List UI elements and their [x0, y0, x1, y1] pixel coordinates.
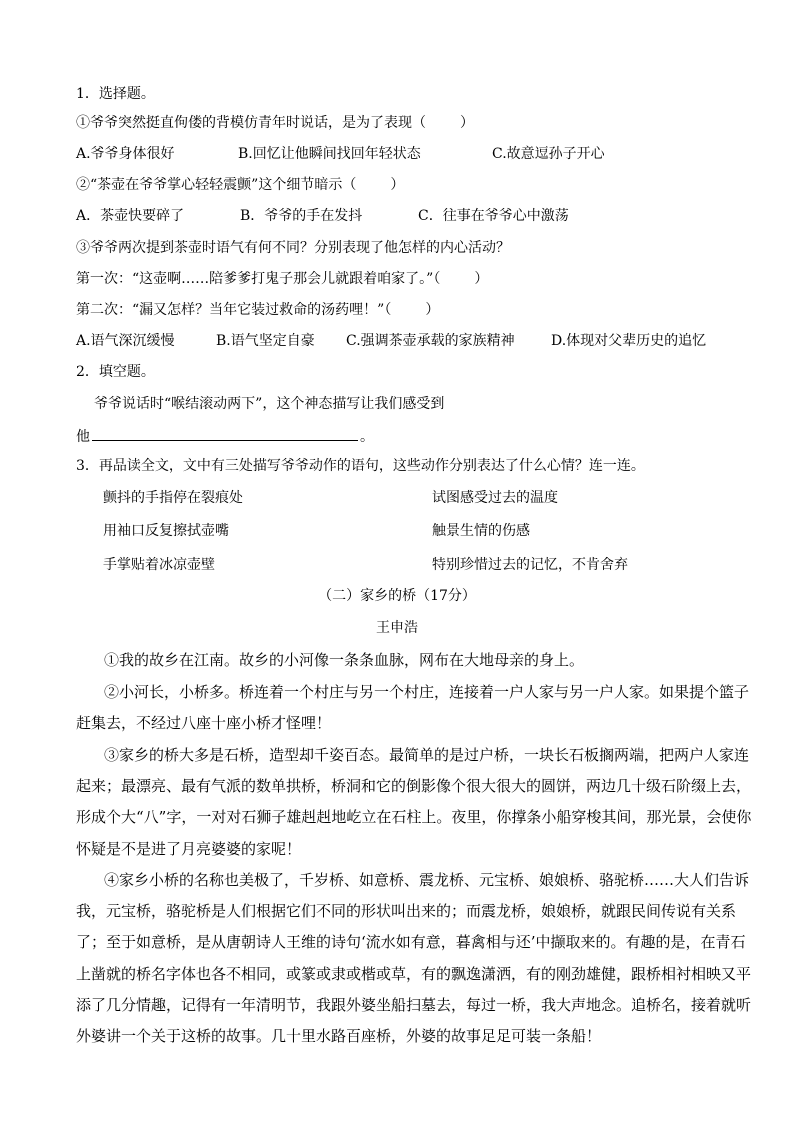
q3-title: 3．再品读全文，文中有三处描写爷爷动作的语句，这些动作分别表达了什么心情？连一连。 — [76, 458, 645, 474]
paragraph-4-line-3: 了；至于如意桥，是从唐朝诗人王维的诗句‘流水如有意，暮禽相与还’中撷取来的。有趣的是，在青石 — [76, 933, 746, 951]
paragraph-4-line-2: 我，元宝桥，骆驼桥是人们根据它们不同的形状叫出来的；而震龙桥，娘娘桥，就跟民间传说有关系 — [76, 902, 737, 920]
q1-sub1-option-b: B.回忆让他瞬间找回年轻状态 — [238, 146, 421, 162]
q2-fill-blank[interactable] — [92, 426, 358, 441]
paragraph-4-line-4: 上凿就的桥名字体也各不相同，或篆或隶或楷或草，有的飘逸潇洒，有的刚劲雄健，跟桥相衬相映又平 — [76, 965, 752, 983]
q3-left-item-2[interactable]: 用袖口反复擦拭壶嘴 — [103, 523, 229, 539]
section-title: （二）家乡的桥（17分） — [318, 588, 476, 604]
q3-right-item-2[interactable]: 触景生情的伤感 — [432, 523, 530, 539]
paragraph-1-line-1: ①我的故乡在江南。故乡的小河像一条条血脉，网布在大地母亲的身上。 — [104, 651, 585, 669]
paragraph-3-line-4: 怀疑是不是进了月亮婆婆的家呢！ — [76, 840, 302, 858]
q1-sub1-option-a: A.爷爷身体很好 — [76, 146, 175, 162]
paragraph-4-line-1: ④家乡小桥的名称也美极了，千岁桥、如意桥、震龙桥、元宝桥、娘娘桥、骆驼桥……大人们告诉 — [104, 871, 750, 889]
q3-left-item-3[interactable]: 手掌贴着冰凉壶壁 — [103, 557, 215, 573]
q1-sub3-option-a: A.语气深沉缓慢 — [76, 333, 175, 349]
q2-line1: 爷爷说话时“喉结滚动两下”，这个神态描写让我们感受到 — [94, 396, 445, 412]
paragraph-3-line-3: 形成个大“八”字，一对对石狮子雄赳赳地屹立在石柱上。夜里，你撑条小船穿梭其间，那光景，会使你 — [76, 808, 752, 826]
paragraph-4-line-5: 添了几分情趣，记得有一年清明节，我跟外婆坐船扫墓去，每过一桥，我大声地念。追桥名，接着就听 — [76, 996, 752, 1014]
q1-sub3-second-paren-close: ） — [425, 302, 440, 318]
q2-line2-prefix: 他 — [76, 429, 90, 445]
q2-title: 2．填空题。 — [76, 364, 155, 380]
q1-sub3-first-paren-close: ） — [474, 271, 489, 287]
q2-line2 — [76, 426, 374, 446]
q1-sub1-option-c: C.故意逗孙子开心 — [492, 146, 605, 162]
q1-sub2-paren-close: ） — [390, 177, 405, 193]
q1-sub3-option-b: B.语气坚定自豪 — [216, 333, 315, 349]
paragraph-4-line-6: 外婆讲一个关于这桥的故事。几十里水路百座桥，外婆的故事足足可装一条船！ — [76, 1027, 602, 1045]
q1-title: 1．选择题。 — [76, 86, 155, 102]
q2-line2-suffix: 。 — [360, 429, 374, 445]
q1-sub3-first-text: 第一次：“这壶啊……陪爹爹打鬼子那会儿就跟着咱家了。”（ — [76, 271, 441, 287]
q1-sub3-option-d: D.体现对父辈历史的追忆 — [551, 333, 707, 349]
q3-right-item-3[interactable]: 特别珍惜过去的记忆，不肯舍弃 — [432, 557, 628, 573]
q1-sub2-option-b: B．爷爷的手在发抖 — [240, 208, 363, 224]
q1-sub2-option-a: A．茶壶快要碎了 — [76, 208, 185, 224]
q1-sub3-second — [76, 301, 439, 319]
q1-sub1-stem — [76, 114, 474, 132]
q3-left-item-1[interactable]: 颤抖的手指停在裂痕处 — [103, 490, 243, 506]
paragraph-3-line-2: 起来；最漂亮、最有气派的数单拱桥，桥洞和它的倒影像个很大很大的圆饼，两边几十级石阶缀上去， — [76, 777, 752, 795]
q1-sub3-option-c: C.强调茶壶承载的家族精神 — [346, 333, 515, 349]
paragraph-2-line-1: ②小河长，小桥多。桥连着一个村庄与另一个村庄，连接着一户人家与另一户人家。如果提个篮子 — [104, 683, 750, 701]
q1-sub1-stem-text: ①爷爷突然挺直佝偻的背模仿青年时说话，是为了表现（ — [76, 115, 426, 131]
q1-sub2-option-c: C．往事在爷爷心中激荡 — [418, 208, 569, 224]
paragraph-2-line-2: 赶集去，不经过八座十座小桥才怪哩！ — [76, 714, 332, 732]
section-author: 王申浩 — [376, 620, 418, 636]
q1-sub3-stem: ③爷爷两次提到茶壶时语气有何不同？分别表现了他怎样的内心活动？ — [76, 240, 510, 256]
q3-right-item-1[interactable]: 试图感受过去的温度 — [432, 490, 558, 506]
q1-sub1-paren-close: ） — [460, 115, 474, 131]
q1-sub3-second-text: 第二次：“漏又怎样？当年它装过救命的汤药哩！”（ — [76, 302, 392, 318]
paragraph-3-line-1: ③家乡的桥大多是石桥，造型却千姿百态。最简单的是过户桥，一块长石板搁两端，把两户人家连 — [104, 746, 750, 764]
q1-sub2-stem — [76, 176, 404, 194]
q1-sub2-stem-text: ②“茶壶在爷爷掌心轻轻震颤”这个细节暗示（ — [76, 177, 357, 193]
q1-sub3-first — [76, 270, 488, 288]
